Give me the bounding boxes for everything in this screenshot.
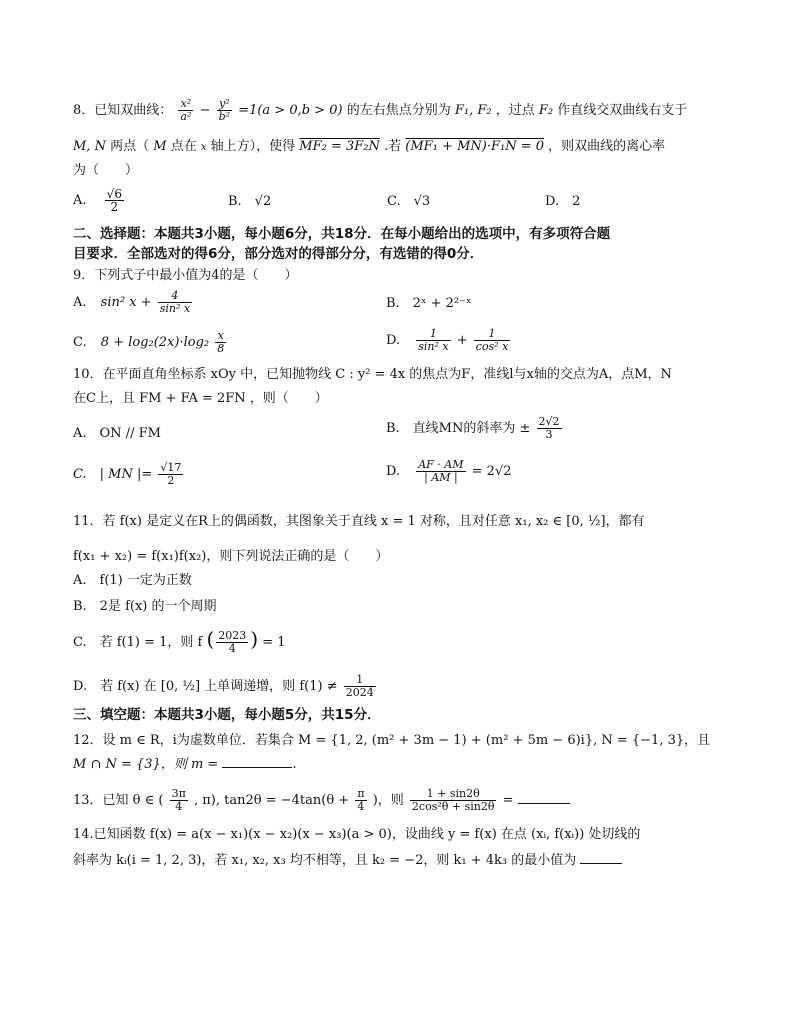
q8-option-b: B. √2	[228, 194, 272, 209]
q11-option-d: D. 若 f(x) 在 [0, ½] 上单调递增，则 f(1) ≠ $\frac{1}{2024}$	[73, 673, 374, 699]
q12-line-2: M ∩ N = {3}，则 m = .	[73, 757, 297, 772]
q11-line-1: 11．若 f(x) 是定义在R上的偶函数，其图象关于直线 x = 1 对称，且对任意 x₁, x₂ ∈ [0, ½]，都有	[73, 514, 645, 529]
q8-line-2: M, N 两点（ M 点在 x 轴上方），使得 MF₂ = 3F₂N .若 (MF₁ + MN)·F₁N = 0 ，则双曲线的离心率	[73, 139, 666, 154]
q11-option-b: B. 2是 f(x) 的一个周期	[73, 599, 217, 614]
q8-option-c: C. √3	[387, 194, 431, 209]
q10-line-2: 在C上，且 FM + FA = 2FN ，则（ ）	[73, 391, 328, 406]
q11-line-2: f(x₁ + x₂) = f(x₁)f(x₂)，则下列说法正确的是（ ）	[73, 549, 389, 564]
q14-line-2: 斜率为 kᵢ(i = 1, 2, 3)，若 x₁, x₂, x₃ 均不相等，且 k₂ = −2，则 k₁ + 4k₃ 的最小值为	[73, 852, 622, 870]
q11-option-a: A. f(1) 一定为正数	[73, 573, 192, 588]
q9-stem: 9．下列式子中最小值为4的是（ ）	[73, 268, 298, 283]
q8-line-1: 8．已知双曲线： $\frac{\text{x²}}{\text{a²}}$ − $\frac{\text{y²}}{\text{b²}}$ =1(a > 0,b > 0) 的左右焦点分别为 F₁, F₂ ，过点 F₂ 作直线交双曲线右支于	[73, 97, 688, 123]
q8-dot-product-condition: (MF₁ + MN)·F₁N = 0	[405, 139, 544, 154]
q8-line-3: 为（ ）	[73, 163, 139, 178]
q10-line-1: 10．在平面直角坐标系 xOy 中，已知抛物线 C : y² = 4x 的焦点为F，准线l与x轴的交点为A，点M，N	[73, 367, 672, 382]
q8-option-d: D. 2	[545, 194, 581, 209]
q8-stem: 8．已知双曲线：	[73, 103, 173, 118]
q8-eq-frac-x: $\frac{\text{x²}}{\text{a²}}$	[180, 97, 192, 123]
q13-answer-blank	[518, 803, 570, 804]
q8-eq-frac-y: $\frac{\text{y²}}{\text{b²}}$	[218, 97, 231, 123]
q14-line-1: 14.已知函数 f(x) = a(x − x₁)(x − x₂)(x − x₃)(a > 0)，设曲线 y = f(x) 在点 (xᵢ, f(xᵢ)) 处切线的	[73, 827, 641, 842]
q11-option-c: C. 若 f(1) = 1，则 f ( $\frac{2023}{4}$ ) = 1	[73, 627, 286, 655]
section-3-heading: 三、填空题：本题共3小题，每小题5分，共15分．	[73, 707, 381, 723]
q13-line: 13．已知 θ ∈ ( $\frac{3\pi}{4}$ , π), tan2θ = −4tan(θ + $\frac{\pi}{4}$ )，则 $\frac{1 + \sin 2\theta}{\text{2cos²θ + sin2θ}}$ =	[73, 788, 570, 813]
q10-option-c: C. | MN |= $\frac{√17}{2}$	[73, 461, 182, 487]
q8-eq-rest: =1(a > 0,b > 0)	[238, 103, 343, 118]
q8-option-a: A. $\frac{√6}{2}$	[73, 187, 122, 214]
q8-vector-condition: MF₂ = 3F₂N	[299, 139, 380, 154]
q10-option-a: A. ON // FM	[73, 426, 161, 441]
q9-option-d: D. $\frac{1}{\text{sin² x}}$ + $\frac{1}{\text{cos² x}}$	[386, 327, 509, 353]
q14-answer-blank	[580, 863, 622, 864]
q9-option-b: B. 2ˣ + 2²⁻ˣ	[386, 296, 472, 311]
q8-foci: F₁, F₂	[454, 103, 492, 118]
q10-option-b: B. 直线MN的斜率为 ± $\frac{2√2}{3}$	[386, 415, 560, 441]
q10-option-d: D. $\frac{AF \cdot AM}{| AM |}$ = 2√2	[386, 458, 512, 484]
q9-option-c: C. 8 + log₂(2x)·log₂ $\frac{x}{8}$	[73, 329, 225, 355]
section-2-heading-line-2: 目要求．全部选对的得6分，部分选对的得部分分，有选错的得0分．	[73, 246, 484, 262]
q12-answer-blank	[222, 767, 292, 768]
q12-line-1: 12．设 m ∈ R，i为虚数单位．若集合 M = {1, 2, (m² + 3m − 1) + (m² + 5m − 6)i}, N = {−1, 3}，且	[73, 733, 711, 748]
section-2-heading-line-1: 二、选择题：本题共3小题，每小题6分，共18分．在每小题给出的选项中，有多项符合题	[73, 226, 611, 242]
q9-option-a: A. sin² x + $\frac{4}{\text{sin² x}}$	[73, 289, 191, 315]
